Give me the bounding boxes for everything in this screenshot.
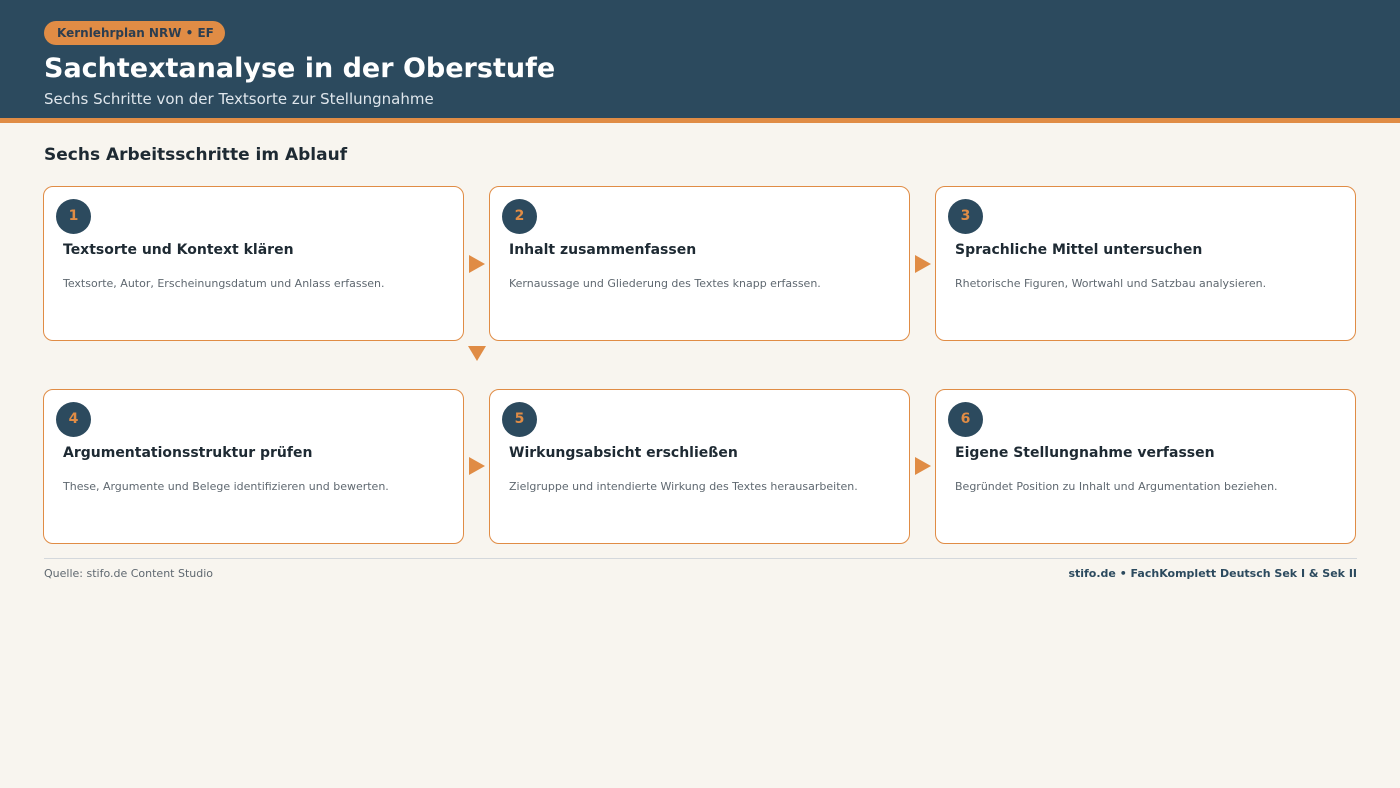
step-number-badge: 2	[502, 199, 537, 234]
step-card-1	[43, 186, 464, 341]
step-card-5	[489, 389, 910, 544]
step-card-4	[43, 389, 464, 544]
page-title: Sachtextanalyse in der Oberstufe	[44, 53, 556, 84]
step-title: Inhalt zusammenfassen	[509, 242, 697, 258]
arrow-down-icon	[468, 346, 486, 361]
step-title: Wirkungsabsicht erschließen	[509, 445, 738, 461]
step-card-2	[489, 186, 910, 341]
step-number-badge: 3	[948, 199, 983, 234]
step-description: Zielgruppe und intendierte Wirkung des Textes herausarbeiten.	[509, 480, 858, 493]
step-number-badge: 5	[502, 402, 537, 437]
step-number-badge: 6	[948, 402, 983, 437]
step-description: Rhetorische Figuren, Wortwahl und Satzbau analysieren.	[955, 277, 1267, 290]
page-subtitle: Sechs Schritte von der Textsorte zur Stellungnahme	[44, 90, 434, 108]
footer-brand: stifo.de • FachKomplett Deutsch Sek I & Sek II	[1068, 567, 1357, 580]
step-description: These, Argumente und Belege identifizieren und bewerten.	[63, 480, 389, 493]
arrow-right-icon	[469, 457, 485, 475]
step-card-3	[935, 186, 1356, 341]
curriculum-badge: Kernlehrplan NRW • EF	[44, 21, 225, 45]
footer-divider	[44, 558, 1357, 559]
step-title: Textsorte und Kontext klären	[63, 242, 294, 258]
footer-source: Quelle: stifo.de Content Studio	[44, 567, 214, 580]
step-number-badge: 1	[56, 199, 91, 234]
step-description: Begründet Position zu Inhalt und Argumentation beziehen.	[955, 480, 1278, 493]
step-title: Eigene Stellungnahme verfassen	[955, 445, 1215, 461]
step-description: Textsorte, Autor, Erscheinungsdatum und Anlass erfassen.	[63, 277, 385, 290]
step-title: Sprachliche Mittel untersuchen	[955, 242, 1203, 258]
arrow-right-icon	[915, 457, 931, 475]
step-description: Kernaussage und Gliederung des Textes knapp erfassen.	[509, 277, 821, 290]
header-accent-rule	[0, 118, 1400, 123]
step-title: Argumentationsstruktur prüfen	[63, 445, 313, 461]
section-heading: Sechs Arbeitsschritte im Ablauf	[44, 145, 348, 165]
arrow-right-icon	[469, 255, 485, 273]
header-banner	[0, 0, 1400, 118]
step-card-6	[935, 389, 1356, 544]
step-number-badge: 4	[56, 402, 91, 437]
arrow-right-icon	[915, 255, 931, 273]
